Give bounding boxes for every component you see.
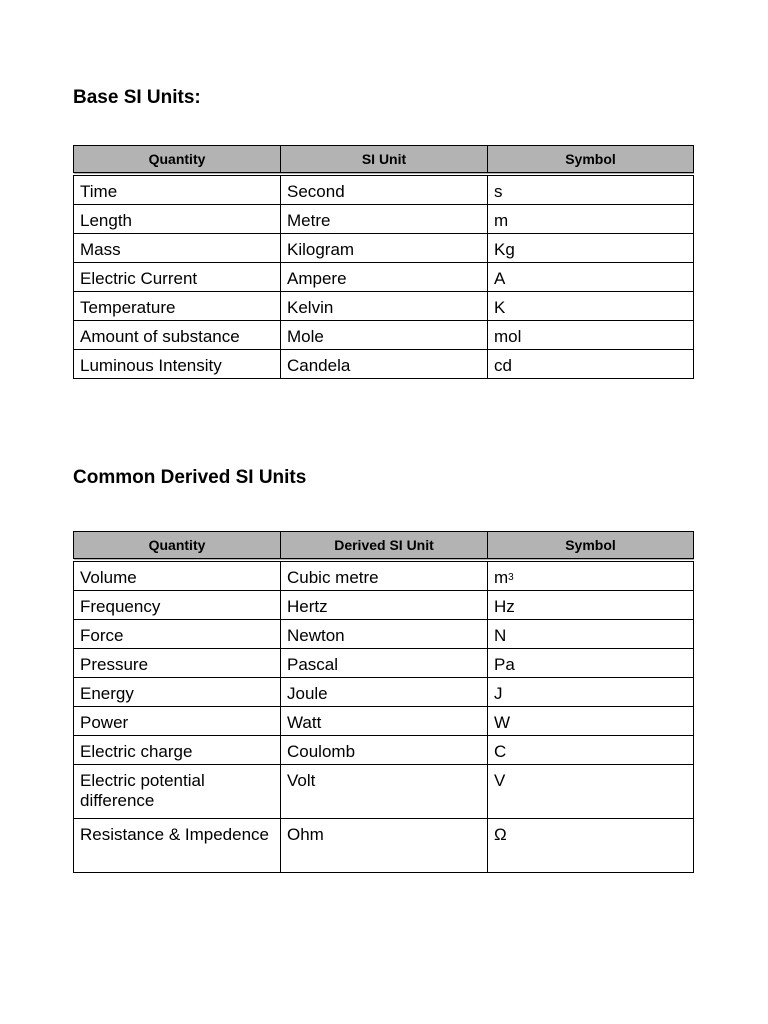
cell-quantity (74, 263, 281, 292)
cell-symbol (488, 591, 694, 620)
cell-quantity (74, 819, 281, 873)
table-row (74, 707, 694, 736)
cell-unit (281, 819, 488, 873)
column-header-symbol: Symbol (488, 146, 694, 175)
cell-symbol (488, 560, 694, 591)
column-header-si-unit: SI Unit (281, 146, 488, 175)
unit-text: Candela (287, 356, 351, 375)
cell-unit (281, 765, 488, 819)
quantity-text: Pressure (80, 655, 149, 674)
cell-symbol (488, 765, 694, 819)
symbol-text: N (494, 626, 507, 645)
cell-quantity (74, 321, 281, 350)
symbol-text: m (494, 568, 509, 587)
cell-quantity (74, 234, 281, 263)
unit-text: Ampere (287, 269, 347, 288)
cell-symbol (488, 736, 694, 765)
symbol-text: s (494, 182, 503, 201)
table-row (74, 649, 694, 678)
quantity-text: Amount of substance (80, 327, 240, 346)
table-row (74, 620, 694, 649)
unit-text: Second (287, 182, 345, 201)
table-row (74, 350, 694, 379)
cell-quantity (74, 765, 281, 819)
quantity-text: Length (80, 211, 132, 230)
cell-unit (281, 591, 488, 620)
quantity-text: Frequency (80, 597, 161, 616)
table-row (74, 321, 694, 350)
table-row (74, 678, 694, 707)
cell-unit (281, 678, 488, 707)
cell-quantity (74, 620, 281, 649)
cell-unit (281, 205, 488, 234)
table-row (74, 765, 694, 819)
unit-text: Kilogram (287, 240, 355, 259)
quantity-text: Force (80, 626, 124, 645)
cell-symbol (488, 620, 694, 649)
symbol-text: Kg (494, 240, 515, 259)
cell-symbol (488, 350, 694, 379)
cell-unit (281, 350, 488, 379)
table-header-row (74, 146, 694, 175)
table-row (74, 560, 694, 591)
column-header-derived-si-unit: Derived SI Unit (281, 532, 488, 561)
cell-unit (281, 321, 488, 350)
cell-symbol (488, 678, 694, 707)
table-row (74, 591, 694, 620)
column-header-quantity: Quantity (74, 146, 281, 175)
symbol-text: W (494, 713, 511, 732)
symbol-text: K (494, 298, 506, 317)
quantity-text: Time (80, 182, 118, 201)
cell-symbol (488, 321, 694, 350)
derived-units-table (73, 531, 694, 873)
symbol-text: A (494, 269, 506, 288)
unit-text: Hertz (287, 597, 328, 616)
base-units-table (73, 145, 694, 379)
cell-unit (281, 736, 488, 765)
unit-text: Kelvin (287, 298, 334, 317)
cell-symbol (488, 819, 694, 873)
table-row (74, 292, 694, 321)
symbol-text: mol (494, 327, 522, 346)
table-row (74, 205, 694, 234)
cell-symbol (488, 205, 694, 234)
symbol-text: m (494, 211, 509, 230)
unit-text: Cubic metre (287, 568, 379, 587)
cell-quantity (74, 678, 281, 707)
unit-text: Newton (287, 626, 345, 645)
symbol-superscript: 3 (508, 572, 514, 583)
column-header-symbol: Symbol (488, 532, 694, 561)
unit-text: Volt (287, 771, 316, 790)
cell-unit (281, 263, 488, 292)
cell-unit (281, 560, 488, 591)
table-row (74, 819, 694, 873)
unit-text: Mole (287, 327, 324, 346)
table-row (74, 174, 694, 205)
cell-unit (281, 649, 488, 678)
cell-unit (281, 707, 488, 736)
quantity-text: Electric Current (80, 269, 198, 288)
table-row (74, 736, 694, 765)
unit-text: Pascal (287, 655, 339, 674)
cell-symbol (488, 292, 694, 321)
unit-text: Joule (287, 684, 328, 703)
unit-text: Watt (287, 713, 322, 732)
cell-quantity (74, 560, 281, 591)
cell-quantity (74, 174, 281, 205)
quantity-text: Electric charge (80, 742, 193, 761)
cell-unit (281, 620, 488, 649)
quantity-text: Power (80, 713, 129, 732)
quantity-text: Energy (80, 684, 134, 703)
cell-quantity (74, 591, 281, 620)
symbol-text: cd (494, 356, 512, 375)
symbol-text: Hz (494, 597, 515, 616)
unit-text: Coulomb (287, 742, 356, 761)
cell-quantity (74, 649, 281, 678)
table-header-row (74, 532, 694, 561)
cell-symbol (488, 263, 694, 292)
base-units-table-body (74, 174, 694, 379)
cell-symbol (488, 174, 694, 205)
cell-unit (281, 174, 488, 205)
quantity-text: Resistance & Impedence (80, 825, 269, 844)
symbol-text: V (494, 771, 506, 790)
derived-units-heading: Common Derived SI Units (73, 467, 307, 488)
table-row (74, 263, 694, 292)
table-row (74, 234, 694, 263)
symbol-text: J (494, 684, 503, 703)
unit-text: Metre (287, 211, 331, 230)
cell-symbol (488, 649, 694, 678)
symbol-text: Ω (494, 825, 507, 844)
derived-units-table-body (74, 560, 694, 873)
symbol-text: C (494, 742, 507, 761)
quantity-text: Temperature (80, 298, 176, 317)
cell-unit (281, 234, 488, 263)
quantity-text: Mass (80, 240, 121, 259)
cell-quantity (74, 707, 281, 736)
base-units-heading: Base SI Units: (73, 87, 201, 108)
cell-quantity (74, 350, 281, 379)
cell-symbol (488, 234, 694, 263)
cell-quantity (74, 736, 281, 765)
quantity-text: Luminous Intensity (80, 356, 222, 375)
symbol-text: Pa (494, 655, 515, 674)
cell-quantity (74, 292, 281, 321)
cell-quantity (74, 205, 281, 234)
quantity-text: Volume (80, 568, 137, 587)
cell-symbol (488, 707, 694, 736)
cell-unit (281, 292, 488, 321)
quantity-text: Electric potential difference (80, 771, 205, 810)
unit-text: Ohm (287, 825, 324, 844)
column-header-quantity: Quantity (74, 532, 281, 561)
